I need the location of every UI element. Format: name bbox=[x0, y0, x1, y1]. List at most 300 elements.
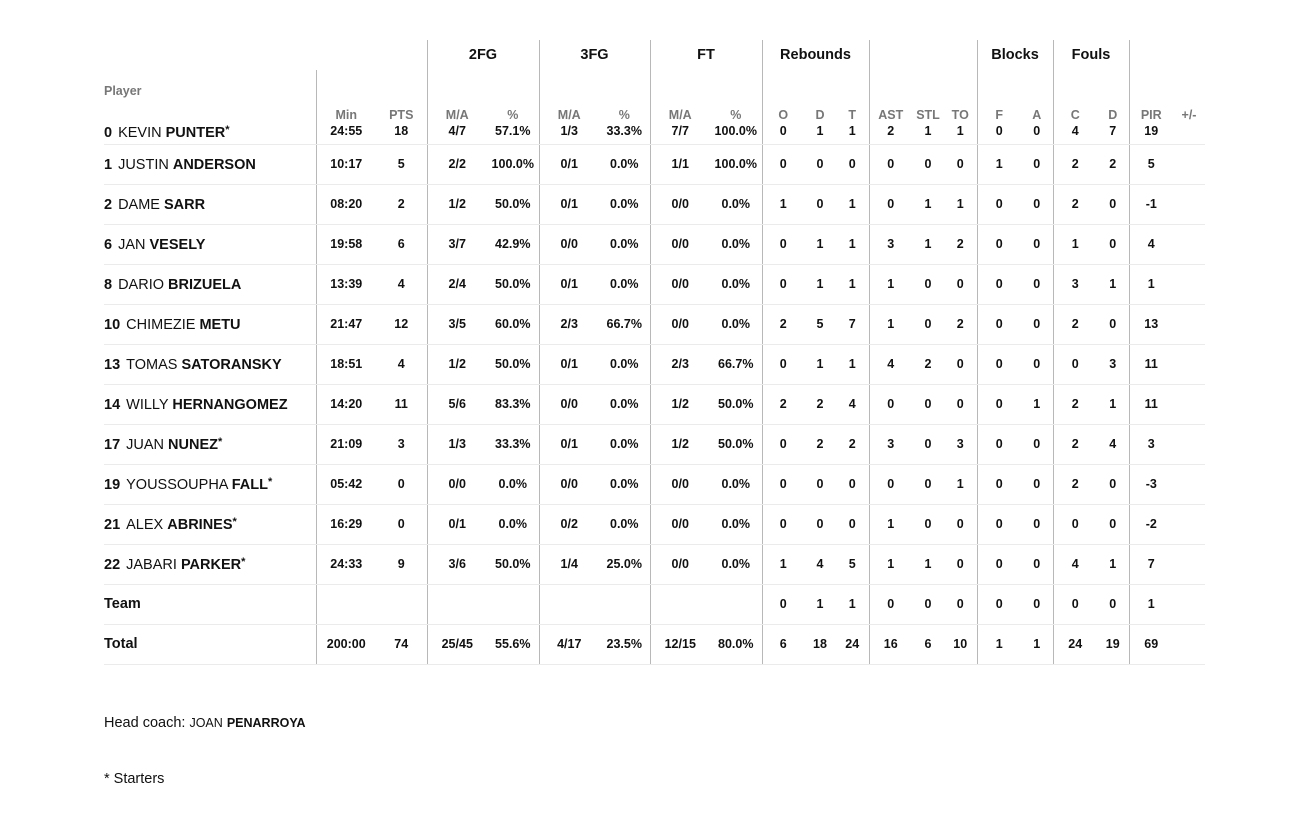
player-number: 8 bbox=[104, 276, 113, 293]
box-score bbox=[104, 40, 1205, 665]
cell-stl: 1 bbox=[912, 544, 944, 584]
cell-reb-o: 0 bbox=[762, 344, 804, 384]
col-2fg-ma: M/A bbox=[427, 70, 487, 124]
cell-pts: 9 bbox=[376, 544, 427, 584]
cell-3fg-ma: 0/1 bbox=[539, 144, 599, 184]
cell-stl: 0 bbox=[912, 144, 944, 184]
cell-stl: 1 bbox=[912, 184, 944, 224]
player-cell bbox=[104, 504, 316, 544]
cell-to: 0 bbox=[944, 544, 977, 584]
cell-min: 14:20 bbox=[316, 384, 376, 424]
cell-ft-pct: 0.0% bbox=[710, 224, 762, 264]
group-3fg: 3FG bbox=[539, 40, 650, 70]
cell-blk-a: 0 bbox=[1021, 424, 1053, 464]
player-first-name: TOMAS bbox=[126, 356, 178, 373]
cell-2fg-pct: 0.0% bbox=[487, 504, 539, 544]
cell-to: 3 bbox=[944, 424, 977, 464]
player-cell bbox=[104, 124, 316, 144]
col-foul-d: D bbox=[1108, 108, 1118, 122]
cell-foul-d: 19 bbox=[1097, 624, 1129, 664]
cell-ast: 0 bbox=[869, 584, 912, 624]
player-number: 22 bbox=[104, 556, 121, 573]
cell-3fg-ma: 0/2 bbox=[539, 504, 599, 544]
cell-plus-minus bbox=[1173, 584, 1205, 624]
cell-foul-d: 0 bbox=[1097, 304, 1129, 344]
table-row bbox=[104, 304, 1205, 344]
cell-reb-o: 0 bbox=[762, 124, 804, 144]
cell-ft-pct: 50.0% bbox=[710, 384, 762, 424]
cell-ft-ma: 12/15 bbox=[650, 624, 710, 664]
player-last-name: HERNANGOMEZ bbox=[172, 396, 288, 413]
cell-foul-d: 0 bbox=[1097, 224, 1129, 264]
table-row bbox=[104, 264, 1205, 304]
cell-3fg-pct: 0.0% bbox=[599, 264, 650, 304]
cell-ft-ma: 1/2 bbox=[650, 424, 710, 464]
cell-blk-a: 0 bbox=[1021, 344, 1053, 384]
cell-2fg-ma: 1/2 bbox=[427, 344, 487, 384]
cell-reb-o: 0 bbox=[762, 504, 804, 544]
cell-pir: 5 bbox=[1129, 144, 1173, 184]
cell-foul-c: 2 bbox=[1053, 184, 1097, 224]
table-row bbox=[104, 504, 1205, 544]
cell-reb-t: 4 bbox=[836, 384, 869, 424]
cell-foul-c: 2 bbox=[1053, 144, 1097, 184]
cell-3fg-ma: 0/1 bbox=[539, 424, 599, 464]
cell-blk-a: 1 bbox=[1021, 624, 1053, 664]
cell-pir: -1 bbox=[1129, 184, 1173, 224]
cell-reb-o: 0 bbox=[762, 424, 804, 464]
cell-ft-pct: 50.0% bbox=[710, 424, 762, 464]
cell-blk-f: 0 bbox=[977, 424, 1021, 464]
cell-min: 21:47 bbox=[316, 304, 376, 344]
player-cell bbox=[104, 184, 316, 224]
table-row bbox=[104, 224, 1205, 264]
cell-blk-f: 0 bbox=[977, 584, 1021, 624]
cell-ft-ma: 1/2 bbox=[650, 384, 710, 424]
cell-reb-t: 1 bbox=[836, 584, 869, 624]
cell-ft-ma: 0/0 bbox=[650, 184, 710, 224]
table-row bbox=[104, 184, 1205, 224]
cell-min: 19:58 bbox=[316, 224, 376, 264]
cell-stl: 0 bbox=[912, 424, 944, 464]
cell-3fg-ma: 1/4 bbox=[539, 544, 599, 584]
table-row bbox=[104, 384, 1205, 424]
cell-2fg-ma: 3/5 bbox=[427, 304, 487, 344]
cell-blk-a: 0 bbox=[1021, 584, 1053, 624]
col-foul-c: C bbox=[1053, 70, 1097, 124]
cell-ft-ma: 0/0 bbox=[650, 304, 710, 344]
player-first-name: CHIMEZIE bbox=[126, 316, 196, 333]
cell-3fg-pct: 66.7% bbox=[599, 304, 650, 344]
cell-ast: 4 bbox=[869, 344, 912, 384]
summary-row bbox=[104, 584, 1205, 624]
player-last-name: SARR bbox=[164, 196, 206, 213]
cell-2fg-ma: 0/0 bbox=[427, 464, 487, 504]
cell-ast: 1 bbox=[869, 544, 912, 584]
cell-min: 05:42 bbox=[316, 464, 376, 504]
player-last-name: METU bbox=[199, 316, 241, 333]
cell-pts: 3 bbox=[376, 424, 427, 464]
summary-label: Team bbox=[104, 584, 316, 624]
player-first-name: WILLY bbox=[126, 396, 169, 413]
cell-3fg-pct: 25.0% bbox=[599, 544, 650, 584]
cell-3fg-ma bbox=[539, 584, 599, 624]
cell-pir: -2 bbox=[1129, 504, 1173, 544]
cell-min: 24:55 bbox=[316, 124, 376, 144]
cell-3fg-pct: 0.0% bbox=[599, 384, 650, 424]
cell-ft-pct: 0.0% bbox=[710, 464, 762, 504]
cell-to: 0 bbox=[944, 584, 977, 624]
cell-foul-d: 1 bbox=[1097, 544, 1129, 584]
cell-stl: 0 bbox=[912, 504, 944, 544]
cell-foul-c: 3 bbox=[1053, 264, 1097, 304]
cell-foul-c: 0 bbox=[1053, 584, 1097, 624]
cell-plus-minus bbox=[1173, 424, 1205, 464]
cell-blk-f: 1 bbox=[977, 144, 1021, 184]
cell-reb-t: 1 bbox=[836, 344, 869, 384]
cell-reb-o: 0 bbox=[762, 264, 804, 304]
box-score-body bbox=[104, 124, 1205, 664]
player-last-name: PUNTER bbox=[165, 125, 226, 141]
cell-reb-t: 1 bbox=[836, 224, 869, 264]
cell-reb-d: 5 bbox=[804, 304, 836, 344]
cell-to: 1 bbox=[944, 184, 977, 224]
summary-row bbox=[104, 624, 1205, 664]
cell-blk-f: 0 bbox=[977, 184, 1021, 224]
cell-reb-o: 2 bbox=[762, 384, 804, 424]
cell-blk-a: 0 bbox=[1021, 144, 1053, 184]
cell-pir: 3 bbox=[1129, 424, 1173, 464]
cell-pts: 4 bbox=[376, 344, 427, 384]
cell-3fg-ma: 4/17 bbox=[539, 624, 599, 664]
starter-mark: * bbox=[241, 555, 246, 568]
cell-2fg-pct: 50.0% bbox=[487, 184, 539, 224]
cell-to: 2 bbox=[944, 304, 977, 344]
cell-pts: 6 bbox=[376, 224, 427, 264]
cell-blk-f: 0 bbox=[977, 544, 1021, 584]
col-min: Min bbox=[316, 70, 376, 124]
cell-ast: 1 bbox=[869, 504, 912, 544]
starter-mark: * bbox=[232, 515, 237, 528]
cell-foul-c: 2 bbox=[1053, 384, 1097, 424]
cell-pir: 1 bbox=[1129, 584, 1173, 624]
cell-ast: 2 bbox=[869, 124, 912, 144]
cell-pts: 12 bbox=[376, 304, 427, 344]
col-player: Player bbox=[104, 84, 142, 98]
starter-mark: * bbox=[218, 435, 223, 448]
cell-ast: 0 bbox=[869, 384, 912, 424]
cell-reb-t: 5 bbox=[836, 544, 869, 584]
player-cell bbox=[104, 304, 316, 344]
cell-reb-t: 1 bbox=[836, 124, 869, 144]
cell-stl: 0 bbox=[912, 304, 944, 344]
cell-to: 1 bbox=[944, 464, 977, 504]
player-cell bbox=[104, 424, 316, 464]
cell-blk-a: 0 bbox=[1021, 464, 1053, 504]
cell-reb-o: 1 bbox=[762, 184, 804, 224]
cell-foul-c: 2 bbox=[1053, 464, 1097, 504]
cell-reb-t: 1 bbox=[836, 184, 869, 224]
cell-ast: 3 bbox=[869, 224, 912, 264]
cell-min: 08:20 bbox=[316, 184, 376, 224]
col-reb-o: O bbox=[762, 70, 804, 124]
cell-foul-d: 2 bbox=[1097, 144, 1129, 184]
cell-blk-a: 0 bbox=[1021, 124, 1053, 144]
header-label-row bbox=[104, 70, 1205, 124]
cell-ft-pct: 100.0% bbox=[710, 124, 762, 144]
cell-reb-o: 1 bbox=[762, 544, 804, 584]
cell-2fg-pct: 50.0% bbox=[487, 264, 539, 304]
cell-blk-a: 1 bbox=[1021, 384, 1053, 424]
cell-2fg-ma: 2/4 bbox=[427, 264, 487, 304]
group-rebounds: Rebounds bbox=[762, 40, 869, 70]
cell-2fg-pct: 33.3% bbox=[487, 424, 539, 464]
cell-ft-ma: 0/0 bbox=[650, 464, 710, 504]
cell-reb-d: 1 bbox=[804, 344, 836, 384]
player-number: 1 bbox=[104, 156, 113, 173]
cell-reb-d: 2 bbox=[804, 384, 836, 424]
cell-plus-minus bbox=[1173, 184, 1205, 224]
player-cell bbox=[104, 344, 316, 384]
cell-foul-d: 4 bbox=[1097, 424, 1129, 464]
cell-3fg-pct: 23.5% bbox=[599, 624, 650, 664]
cell-3fg-ma: 1/3 bbox=[539, 124, 599, 144]
cell-blk-f: 0 bbox=[977, 464, 1021, 504]
col-3fg-ma: M/A bbox=[539, 70, 599, 124]
cell-pts: 5 bbox=[376, 144, 427, 184]
player-first-name: JABARI bbox=[126, 556, 177, 573]
cell-blk-a: 0 bbox=[1021, 544, 1053, 584]
cell-2fg-pct bbox=[487, 584, 539, 624]
cell-3fg-ma: 2/3 bbox=[539, 304, 599, 344]
player-number: 6 bbox=[104, 236, 113, 253]
cell-to: 0 bbox=[944, 384, 977, 424]
cell-reb-d: 18 bbox=[804, 624, 836, 664]
cell-to: 0 bbox=[944, 264, 977, 304]
cell-stl: 6 bbox=[912, 624, 944, 664]
cell-pir: 7 bbox=[1129, 544, 1173, 584]
cell-stl: 1 bbox=[912, 224, 944, 264]
col-2fg-pct: % bbox=[507, 108, 519, 122]
cell-foul-c: 0 bbox=[1053, 504, 1097, 544]
cell-ast: 0 bbox=[869, 464, 912, 504]
cell-reb-t: 7 bbox=[836, 304, 869, 344]
cell-foul-d: 1 bbox=[1097, 264, 1129, 304]
cell-min: 21:09 bbox=[316, 424, 376, 464]
cell-2fg-pct: 83.3% bbox=[487, 384, 539, 424]
cell-pts: 0 bbox=[376, 464, 427, 504]
table-row bbox=[104, 144, 1205, 184]
cell-min: 18:51 bbox=[316, 344, 376, 384]
cell-ft-ma: 0/0 bbox=[650, 264, 710, 304]
cell-pir: -3 bbox=[1129, 464, 1173, 504]
col-reb-t: T bbox=[848, 108, 857, 122]
player-cell bbox=[104, 224, 316, 264]
cell-ft-pct: 66.7% bbox=[710, 344, 762, 384]
cell-ft-pct bbox=[710, 584, 762, 624]
cell-plus-minus bbox=[1173, 504, 1205, 544]
cell-stl: 1 bbox=[912, 124, 944, 144]
player-first-name: DAME bbox=[118, 196, 160, 213]
player-first-name: JUAN bbox=[126, 436, 165, 453]
cell-3fg-pct: 0.0% bbox=[599, 464, 650, 504]
cell-foul-d: 0 bbox=[1097, 464, 1129, 504]
starters-footnote: * Starters bbox=[104, 771, 165, 787]
cell-reb-d: 1 bbox=[804, 584, 836, 624]
cell-reb-o: 0 bbox=[762, 584, 804, 624]
cell-blk-a: 0 bbox=[1021, 504, 1053, 544]
cell-plus-minus bbox=[1173, 384, 1205, 424]
cell-reb-t: 2 bbox=[836, 424, 869, 464]
cell-3fg-ma: 0/1 bbox=[539, 344, 599, 384]
cell-blk-f: 1 bbox=[977, 624, 1021, 664]
cell-foul-c: 0 bbox=[1053, 344, 1097, 384]
cell-blk-a: 0 bbox=[1021, 304, 1053, 344]
cell-reb-t: 1 bbox=[836, 264, 869, 304]
cell-reb-d: 4 bbox=[804, 544, 836, 584]
col-blk-a: A bbox=[1032, 108, 1042, 122]
cell-foul-d: 0 bbox=[1097, 584, 1129, 624]
header-group-row bbox=[104, 40, 1205, 70]
cell-plus-minus bbox=[1173, 624, 1205, 664]
cell-reb-t: 0 bbox=[836, 504, 869, 544]
table-row bbox=[104, 344, 1205, 384]
cell-foul-c: 2 bbox=[1053, 304, 1097, 344]
cell-pts: 4 bbox=[376, 264, 427, 304]
cell-stl: 0 bbox=[912, 384, 944, 424]
cell-ft-pct: 80.0% bbox=[710, 624, 762, 664]
cell-reb-d: 1 bbox=[804, 224, 836, 264]
group-2fg: 2FG bbox=[427, 40, 539, 70]
player-cell bbox=[104, 384, 316, 424]
cell-to: 0 bbox=[944, 504, 977, 544]
player-number: 19 bbox=[104, 476, 121, 493]
player-first-name: YOUSSOUPHA bbox=[126, 476, 228, 493]
cell-2fg-pct: 57.1% bbox=[487, 124, 539, 144]
cell-foul-d: 0 bbox=[1097, 504, 1129, 544]
table-row bbox=[104, 544, 1205, 584]
player-first-name: KEVIN bbox=[118, 125, 162, 141]
cell-ft-ma: 1/1 bbox=[650, 144, 710, 184]
cell-ft-ma bbox=[650, 584, 710, 624]
head-coach-first-name: JOAN bbox=[189, 716, 223, 730]
player-first-name: JUSTIN bbox=[118, 156, 169, 173]
col-plus-minus: +/- bbox=[1181, 108, 1197, 122]
cell-pir: 13 bbox=[1129, 304, 1173, 344]
starter-mark: * bbox=[225, 124, 230, 136]
cell-2fg-ma: 4/7 bbox=[427, 124, 487, 144]
cell-ft-ma: 0/0 bbox=[650, 504, 710, 544]
cell-3fg-pct: 0.0% bbox=[599, 144, 650, 184]
cell-reb-o: 0 bbox=[762, 224, 804, 264]
cell-min: 200:00 bbox=[316, 624, 376, 664]
cell-foul-c: 2 bbox=[1053, 424, 1097, 464]
cell-3fg-pct: 33.3% bbox=[599, 124, 650, 144]
cell-plus-minus bbox=[1173, 124, 1205, 144]
cell-blk-f: 0 bbox=[977, 124, 1021, 144]
cell-to: 0 bbox=[944, 344, 977, 384]
cell-plus-minus bbox=[1173, 304, 1205, 344]
cell-3fg-ma: 0/0 bbox=[539, 224, 599, 264]
col-reb-d: D bbox=[815, 108, 825, 122]
col-ft-pct: % bbox=[730, 108, 742, 122]
cell-reb-d: 0 bbox=[804, 184, 836, 224]
cell-foul-d: 7 bbox=[1097, 124, 1129, 144]
cell-to: 2 bbox=[944, 224, 977, 264]
cell-3fg-ma: 0/0 bbox=[539, 464, 599, 504]
col-ft-ma: M/A bbox=[650, 70, 710, 124]
cell-ft-pct: 0.0% bbox=[710, 264, 762, 304]
cell-plus-minus bbox=[1173, 544, 1205, 584]
cell-3fg-ma: 0/1 bbox=[539, 184, 599, 224]
player-first-name: JAN bbox=[118, 236, 146, 253]
player-last-name: SATORANSKY bbox=[181, 356, 282, 373]
cell-to: 10 bbox=[944, 624, 977, 664]
cell-3fg-ma: 0/0 bbox=[539, 384, 599, 424]
col-3fg-pct: % bbox=[618, 108, 630, 122]
cell-reb-t: 0 bbox=[836, 144, 869, 184]
cell-foul-d: 0 bbox=[1097, 184, 1129, 224]
player-number: 21 bbox=[104, 516, 121, 533]
player-cell bbox=[104, 544, 316, 584]
player-last-name: VESELY bbox=[149, 236, 206, 253]
cell-2fg-pct: 0.0% bbox=[487, 464, 539, 504]
summary-label: Total bbox=[104, 624, 316, 664]
player-number: 13 bbox=[104, 356, 121, 373]
cell-pts bbox=[376, 584, 427, 624]
cell-pts: 0 bbox=[376, 504, 427, 544]
col-pts: PTS bbox=[389, 108, 414, 122]
cell-2fg-ma: 1/3 bbox=[427, 424, 487, 464]
cell-2fg-pct: 60.0% bbox=[487, 304, 539, 344]
cell-ast: 16 bbox=[869, 624, 912, 664]
cell-foul-d: 3 bbox=[1097, 344, 1129, 384]
cell-blk-f: 0 bbox=[977, 304, 1021, 344]
cell-blk-a: 0 bbox=[1021, 264, 1053, 304]
player-number: 2 bbox=[104, 196, 113, 213]
player-number: 17 bbox=[104, 436, 121, 453]
player-last-name: BRIZUELA bbox=[168, 276, 242, 293]
cell-ft-pct: 0.0% bbox=[710, 184, 762, 224]
cell-to: 0 bbox=[944, 144, 977, 184]
head-coach-last-name: PENARROYA bbox=[226, 716, 306, 730]
cell-min: 13:39 bbox=[316, 264, 376, 304]
cell-reb-d: 1 bbox=[804, 124, 836, 144]
cell-pir: 19 bbox=[1129, 124, 1173, 144]
cell-foul-d: 1 bbox=[1097, 384, 1129, 424]
col-blk-f: F bbox=[977, 70, 1021, 124]
cell-pir: 1 bbox=[1129, 264, 1173, 304]
cell-2fg-ma bbox=[427, 584, 487, 624]
cell-ft-pct: 100.0% bbox=[710, 144, 762, 184]
cell-reb-o: 2 bbox=[762, 304, 804, 344]
cell-blk-a: 0 bbox=[1021, 184, 1053, 224]
cell-to: 1 bbox=[944, 124, 977, 144]
cell-reb-d: 1 bbox=[804, 264, 836, 304]
cell-2fg-ma: 5/6 bbox=[427, 384, 487, 424]
cell-min: 10:17 bbox=[316, 144, 376, 184]
player-first-name: DARIO bbox=[118, 276, 164, 293]
cell-foul-c: 4 bbox=[1053, 124, 1097, 144]
cell-reb-o: 0 bbox=[762, 144, 804, 184]
cell-reb-d: 0 bbox=[804, 464, 836, 504]
cell-pts: 74 bbox=[376, 624, 427, 664]
cell-foul-c: 4 bbox=[1053, 544, 1097, 584]
player-number: 14 bbox=[104, 396, 121, 413]
cell-stl: 2 bbox=[912, 344, 944, 384]
cell-ast: 1 bbox=[869, 304, 912, 344]
cell-stl: 0 bbox=[912, 264, 944, 304]
